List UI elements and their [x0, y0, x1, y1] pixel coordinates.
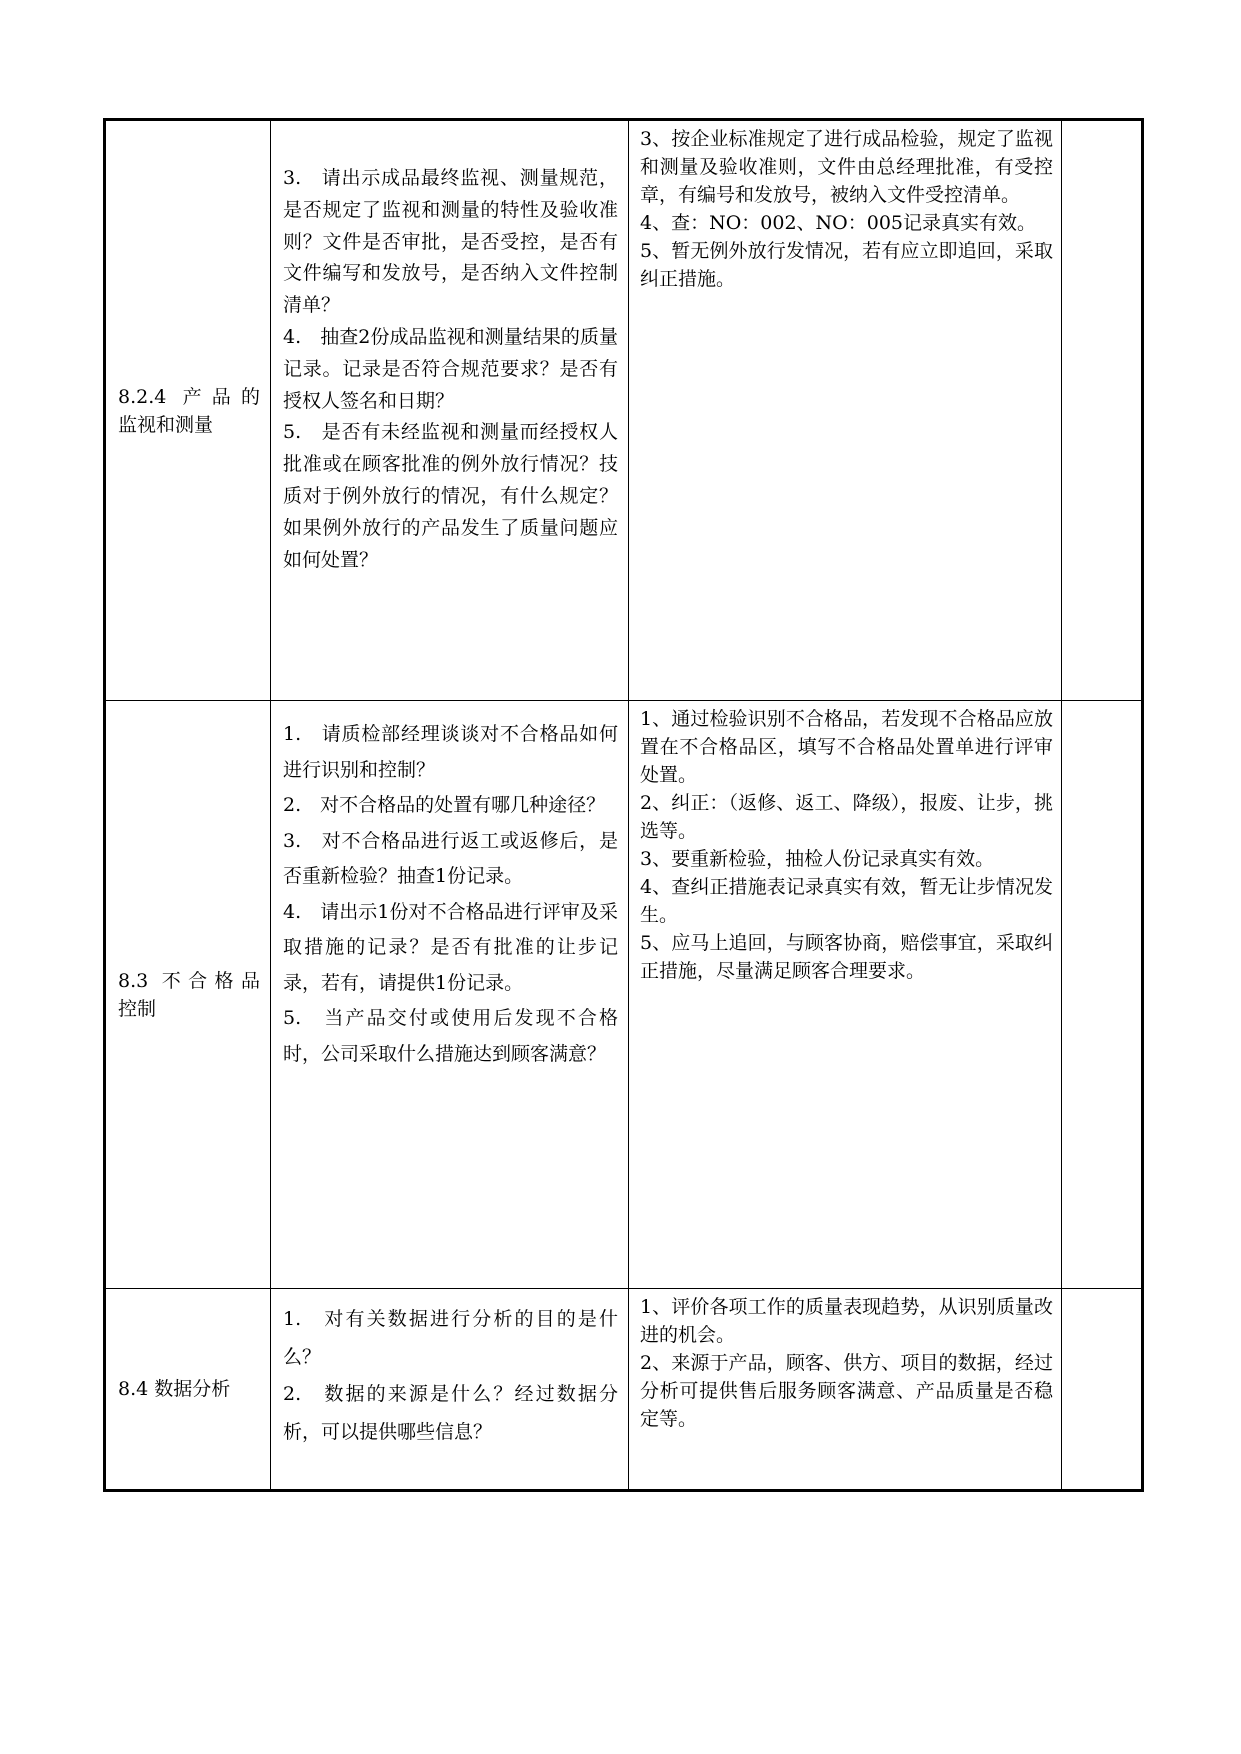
table-row	[106, 1288, 1141, 1489]
question-cell	[271, 121, 629, 700]
clause-cell	[106, 1289, 271, 1489]
question-item: 3. 请出示成品最终监视、测量规范，是否规定了监视和测量的特性及验收准则？文件是否审批，是否受控，是否有文件编写和发放号，是否纳入文件控制清单？	[283, 167, 618, 317]
question-item: 4. 请出示1份对不合格品进行评审及采取措施的记录？是否有批准的让步记录，若有，请提供1份记录。	[283, 900, 618, 994]
question-item: 4. 抽查2份成品监视和测量结果的质量记录。记录是否符合规范要求？是否有授权人签名和日期？	[283, 325, 618, 412]
clause-label	[118, 1375, 260, 1403]
answer-item: 4、查纠正措施表记录真实有效，暂无让步情况发生。	[640, 876, 1053, 926]
question-item: 5. 是否有未经监视和测量而经授权人批准或在顾客批准的例外放行情况？技质对于例外放行的情况，有什么规定？如果例外放行的产品发生了质量问题应如何处置？	[283, 421, 618, 571]
table-row	[106, 700, 1141, 1288]
question-cell	[271, 1289, 629, 1489]
question-item: 2. 数据的来源是什么？经过数据分析，可以提供哪些信息？	[283, 1383, 618, 1443]
question-item: 5. 当产品交付或使用后发现不合格时，公司采取什么措施达到顾客满意？	[283, 1007, 618, 1065]
answer-cell	[629, 1289, 1062, 1489]
clause-cell	[106, 701, 271, 1288]
answer-item: 2、来源于产品，顾客、供方、项目的数据，经过分析可提供售后服务顾客满意、产品质量是否稳定等。	[640, 1352, 1053, 1430]
clause-cell	[106, 121, 271, 700]
remark-cell	[1062, 1289, 1141, 1489]
remark-cell	[1062, 701, 1141, 1288]
answer-item: 3、要重新检验，抽检人份记录真实有效。	[640, 848, 995, 870]
question-item: 1. 请质检部经理谈谈对不合格品如何进行识别和控制？	[283, 723, 618, 781]
remark-cell	[1062, 121, 1141, 700]
clause-label	[118, 967, 260, 1023]
clause-label-line: 8.3 不合格品	[118, 969, 260, 992]
answer-item: 2、纠正：（返修、返工、降级），报废、让步，挑选等。	[640, 792, 1053, 842]
answer-item: 3、按企业标准规定了进行成品检验，规定了监视和测量及验收准则，文件由总经理批准，有受控章，有编号和发放号，被纳入文件受控清单。	[640, 128, 1053, 206]
answer-item: 1、评价各项工作的质量表现趋势，从识别质量改进的机会。	[640, 1296, 1053, 1346]
question-item: 2. 对不合格品的处置有哪几种途径？	[283, 794, 606, 816]
clause-label-line: 监视和测量	[118, 413, 214, 436]
answer-cell	[629, 701, 1062, 1288]
clause-label-line: 8.2.4 产品的	[118, 385, 260, 408]
clause-label	[118, 383, 260, 439]
clause-label-line: 控制	[118, 997, 157, 1020]
question-item: 1. 对有关数据进行分析的目的是什么？	[283, 1308, 618, 1368]
answer-item: 1、通过检验识别不合格品，若发现不合格品应放置在不合格品区，填写不合格品处置单进行评审处置。	[640, 708, 1053, 786]
answer-item: 5、暂无例外放行发情况，若有应立即追回，采取纠正措施。	[640, 240, 1053, 290]
clause-label-line: 8.4 数据分析	[118, 1378, 231, 1400]
table-row	[106, 121, 1141, 700]
audit-checklist-table	[103, 118, 1144, 1492]
answer-item: 4、查：NO：002、NO：005记录真实有效。	[640, 212, 1037, 234]
answer-cell	[629, 121, 1062, 700]
question-item: 3. 对不合格品进行返工或返修后，是否重新检验？抽查1份记录。	[283, 829, 618, 887]
answer-item: 5、应马上追回，与顾客协商，赔偿事宜，采取纠正措施，尽量满足顾客合理要求。	[640, 932, 1053, 982]
question-cell	[271, 701, 629, 1288]
